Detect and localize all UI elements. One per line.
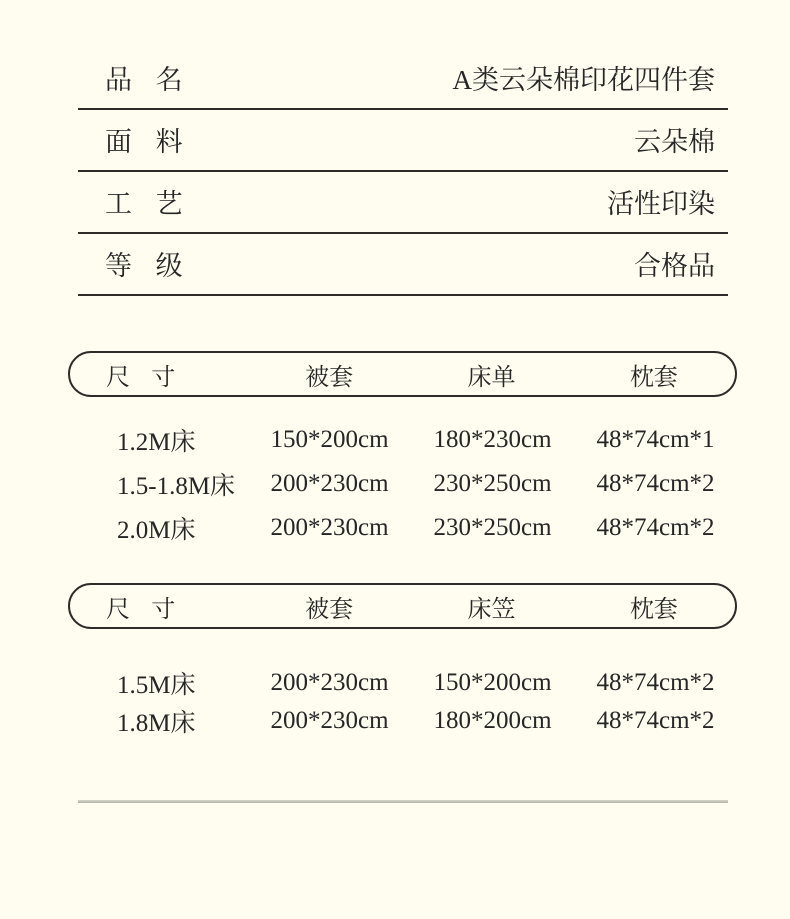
spec-label-product-name: 品 名	[105, 65, 184, 96]
header-cell-bed-sheet: 床单	[467, 364, 516, 391]
cell-size: 1.2M床	[117, 429, 196, 456]
cell-duvet-cover: 200*230cm	[270, 707, 389, 734]
cell-size: 1.5M床	[117, 672, 196, 699]
spec-row-grade	[78, 234, 728, 296]
spec-value-grade: 合格品	[634, 251, 715, 282]
cell-duvet-cover: 200*230cm	[270, 470, 389, 497]
cell-duvet-cover: 200*230cm	[270, 514, 389, 541]
cell-size: 2.0M床	[117, 517, 196, 544]
spec-value-product-name: A类云朵棉印花四件套	[452, 65, 715, 96]
cell-size: 1.8M床	[117, 710, 196, 737]
spec-label-fabric: 面 料	[105, 127, 184, 158]
size-table-rows	[68, 418, 737, 550]
spec-value-craft: 活性印染	[607, 189, 715, 220]
header-cell-pillowcase: 枕套	[629, 364, 678, 391]
spec-label-craft: 工 艺	[105, 189, 184, 220]
cell-fitted-sheet: 150*200cm	[433, 669, 552, 696]
cell-duvet-cover: 150*200cm	[270, 426, 389, 453]
cell-bed-sheet: 230*250cm	[433, 470, 552, 497]
bottom-divider	[78, 800, 728, 803]
size-table-fitted-sheet	[68, 583, 737, 740]
cell-duvet-cover: 200*230cm	[270, 669, 389, 696]
cell-bed-sheet: 230*250cm	[433, 514, 552, 541]
cell-fitted-sheet: 180*200cm	[433, 707, 552, 734]
table-row	[68, 418, 737, 462]
cell-size: 1.5-1.8M床	[117, 473, 236, 500]
size-table-header	[68, 583, 737, 629]
spec-value-fabric: 云朵棉	[634, 127, 715, 158]
header-cell-size: 尺 寸	[106, 364, 177, 391]
cell-pillowcase: 48*74cm*2	[596, 470, 715, 497]
product-spec-sheet	[68, 0, 737, 803]
cell-pillowcase: 48*74cm*1	[596, 426, 715, 453]
spec-row-product-name	[78, 48, 728, 110]
cell-pillowcase: 48*74cm*2	[596, 669, 715, 696]
header-cell-fitted-sheet: 床笠	[467, 596, 516, 623]
spec-section	[78, 48, 728, 296]
header-cell-pillowcase: 枕套	[629, 596, 678, 623]
cell-pillowcase: 48*74cm*2	[596, 707, 715, 734]
header-cell-duvet-cover: 被套	[305, 596, 354, 623]
header-cell-duvet-cover: 被套	[305, 364, 354, 391]
table-row	[68, 702, 737, 740]
cell-bed-sheet: 180*230cm	[433, 426, 552, 453]
cell-pillowcase: 48*74cm*2	[596, 514, 715, 541]
header-cell-size: 尺 寸	[106, 596, 177, 623]
table-row	[68, 462, 737, 506]
table-row	[68, 506, 737, 550]
size-table-header	[68, 351, 737, 397]
spec-row-craft	[78, 172, 728, 234]
size-table-rows	[68, 664, 737, 740]
table-row	[68, 664, 737, 702]
size-table-flat-sheet	[68, 351, 737, 550]
spec-label-grade: 等 级	[105, 251, 184, 282]
spec-row-fabric	[78, 110, 728, 172]
